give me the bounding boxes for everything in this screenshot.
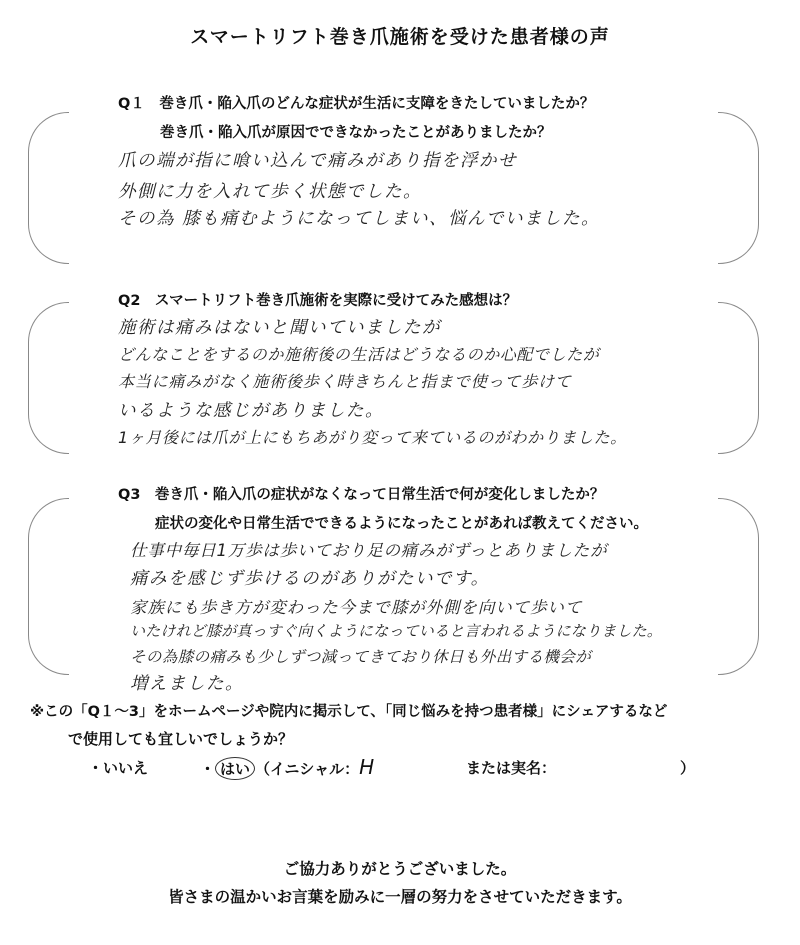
q1-answer-line: その為 膝も痛むようになってしまい、悩んでいました。 — [118, 209, 601, 229]
option-yes-circled: はい — [215, 757, 255, 780]
q3-left-bracket — [28, 498, 69, 675]
q1-right-bracket — [718, 112, 759, 264]
q1-question-line2: 巻き爪・陥入爪が原因でできなかったことがありましたか？ — [160, 125, 552, 141]
initial-label: （イニシャル： — [255, 760, 360, 778]
q3-question-line2: 症状の変化や日常生活でできるようになったことがあれば教えてください。 — [155, 516, 648, 532]
q2-right-bracket — [718, 302, 759, 454]
initial-value: H — [359, 755, 375, 779]
page-title: スマートリフト巻き爪施術を受けた患者様の声 — [190, 26, 610, 48]
consent-text-line2: で使用しても宜しいでしょうか？ — [68, 730, 294, 748]
option-yes-group — [200, 755, 374, 780]
consent-text-line1: ※この「Q１～3」をホームページや院内に掲示して、「同じ悩みを持つ患者様」にシェアするなど — [30, 704, 668, 720]
q3-answer-line: いたけれど膝が真っすぐ向くようになっていると言われるようになりました。 — [130, 622, 663, 640]
q1-question-line1: Q１ 巻き爪・陥入爪のどんな症状が生活に支障をきたしていましたか？ — [118, 96, 595, 112]
q2-question-line1: Q2 スマートリフト巻き爪施術を実際に受けてみた感想は？ — [118, 293, 518, 309]
q2-answer-line: どんなことをするのか施術後の生活はどうなるのか心配でしたが — [118, 345, 600, 364]
footer-message: 皆さまの温かいお言葉を励みに一層の努力をさせていただきます。 — [168, 888, 632, 906]
q3-right-bracket — [718, 498, 759, 675]
option-yes-bullet: ・ — [200, 760, 216, 778]
q3-answer-line: その為膝の痛みも少しずつ減ってきており休日も外出する機会が — [130, 648, 592, 666]
q3-answer-line: 仕事中毎日1万歩は歩いており足の痛みがずっとありましたが — [130, 541, 608, 560]
q2-answer-line: 本当に痛みがなく施術後歩く時きちんと指まで使って歩けて — [118, 372, 572, 391]
option-no: ・いいえ — [88, 759, 149, 777]
q3-answer-line: 痛みを感じず歩けるのがありがたいです。 — [130, 569, 490, 589]
q3-answer-line: 家族にも歩き方が変わった今まで膝が外側を向いて歩いて — [130, 598, 583, 617]
q1-answer-line: 外側に力を入れて歩く状態でした。 — [118, 182, 422, 202]
q2-answer-line: 1ヶ月後には爪が上にもちあがり変って来ているのがわかりました。 — [118, 428, 627, 447]
q2-answer-line: いるような感じがありました。 — [118, 401, 384, 421]
realname-close-paren: ） — [680, 759, 696, 777]
q1-answer-line: 爪の端が指に喰い込んで痛みがあり指を浮かせ — [118, 151, 517, 171]
q2-left-bracket — [28, 302, 69, 454]
realname-label: または実名： — [466, 759, 557, 777]
q3-question-line1: Q3 巻き爪・陥入爪の症状がなくなって日常生活で何が変化しましたか？ — [118, 487, 605, 503]
footer-thanks: ご協力ありがとうございました。 — [283, 860, 517, 878]
q2-answer-line: 施術は痛みはないと聞いていましたが — [118, 318, 441, 338]
q1-left-bracket — [28, 112, 69, 264]
q3-answer-line: 増えました。 — [130, 674, 244, 694]
